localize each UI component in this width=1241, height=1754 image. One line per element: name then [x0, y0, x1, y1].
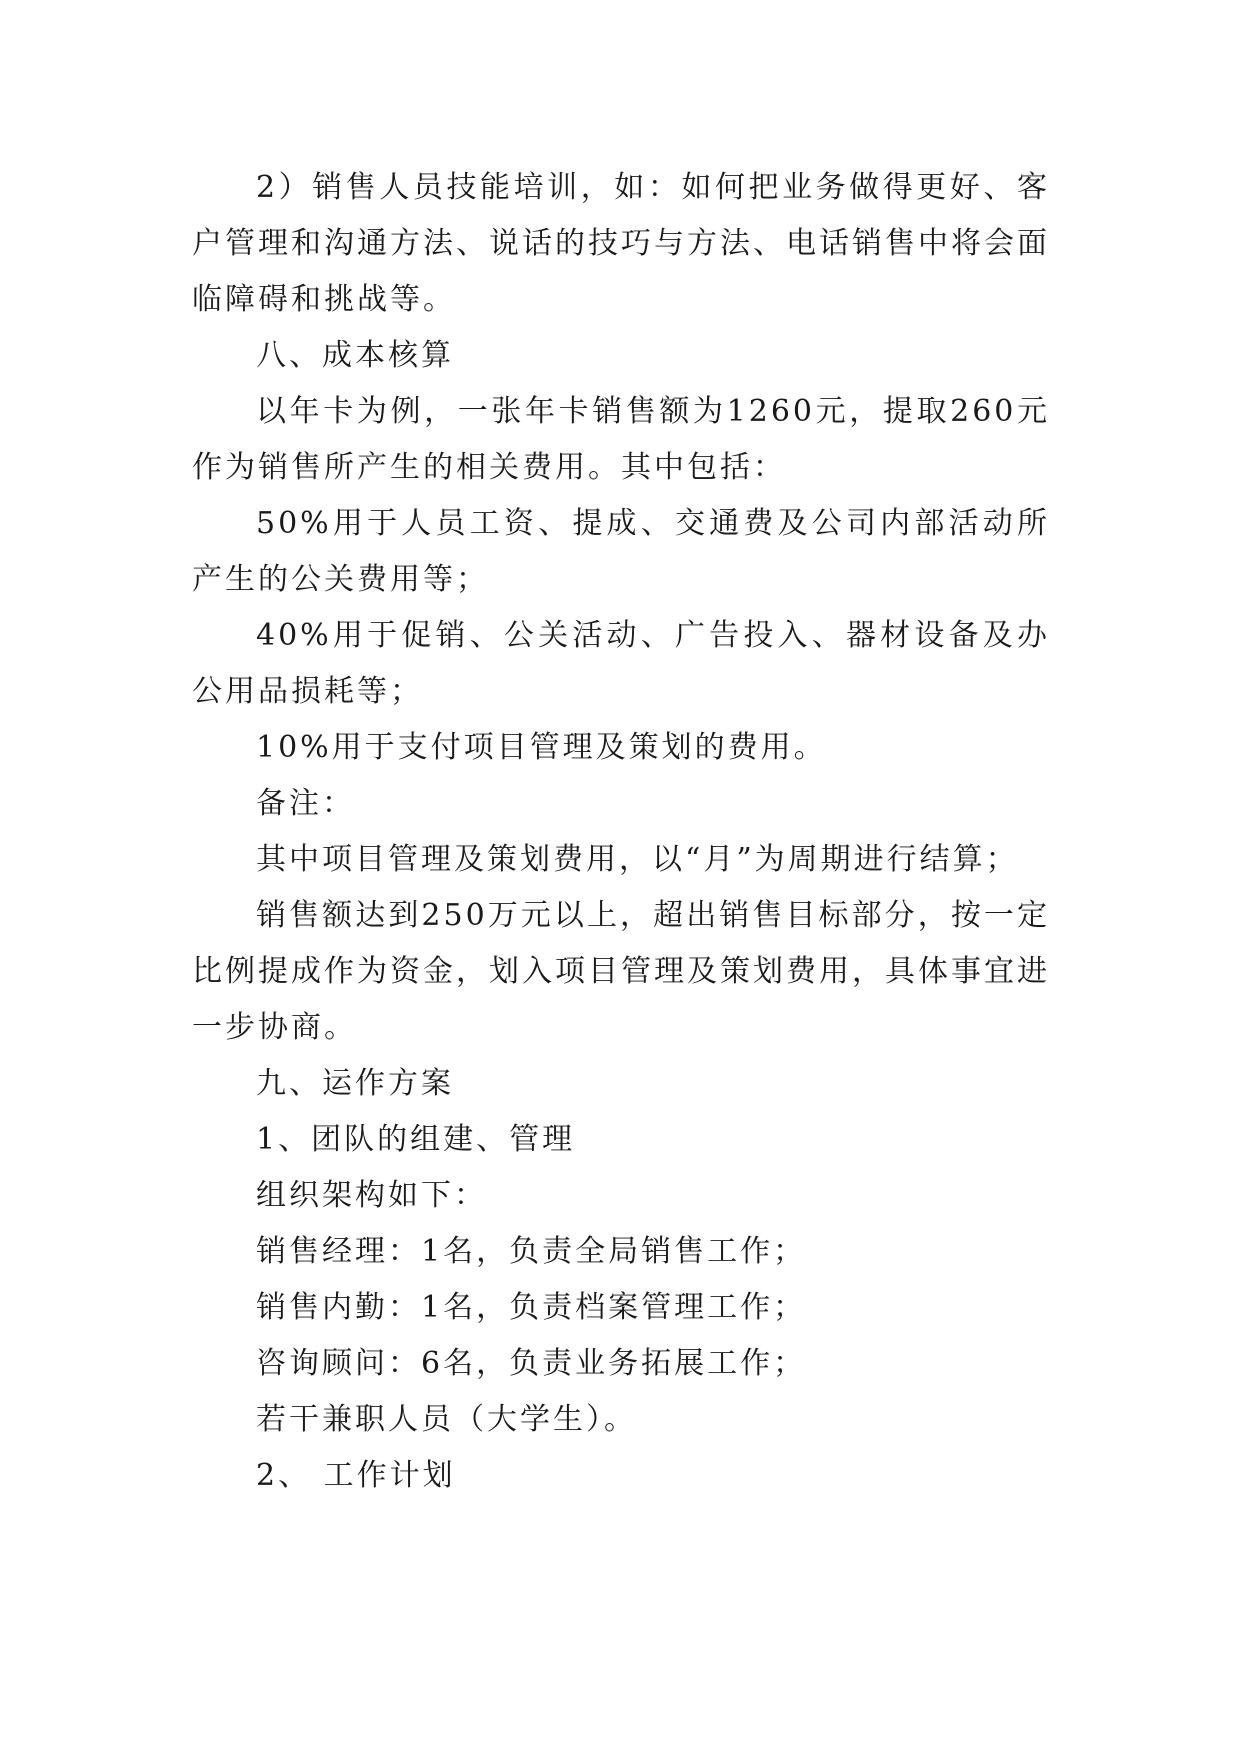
list-item-sales-assistant: 销售内勤：1名，负责档案管理工作；: [256, 1290, 807, 1325]
paragraph-annual-card-example: 以年卡为例，一张年卡销售额为1260元，提取260元作为销售所产生的相关费用。其中包括：: [192, 394, 1050, 485]
paragraph-org-structure-intro: 组织架构如下：: [256, 1178, 487, 1213]
paragraph-cost-40-percent: 40%用于促销、公关活动、广告投入、器材设备及办公用品损耗等；: [192, 618, 1050, 709]
subheading-work-plan: 2、 工作计划: [256, 1458, 456, 1493]
list-item-part-time-staff: 若干兼职人员（大学生）。: [256, 1402, 637, 1437]
paragraph-cost-10-percent: 10%用于支付项目管理及策划的费用。: [256, 730, 827, 765]
paragraph-cost-50-percent: 50%用于人员工资、提成、交通费及公司内部活动所产生的公关费用等；: [192, 506, 1050, 597]
list-item-sales-manager: 销售经理：1名，负责全局销售工作；: [256, 1234, 807, 1269]
paragraph-sales-skill-training: 2）销售人员技能培训，如：如何把业务做得更好、客户管理和沟通方法、说话的技巧与方法、电话销售中将会面临障碍和挑战等。: [192, 170, 1050, 317]
list-item-consultants: 咨询顾问：6名，负责业务拓展工作；: [256, 1346, 807, 1381]
heading-cost-accounting: 八、成本核算: [256, 338, 454, 373]
subheading-team-building: 1、团队的组建、管理: [256, 1122, 576, 1157]
paragraph-monthly-settlement: 其中项目管理及策划费用，以“月”为周期进行结算；: [256, 842, 1019, 877]
label-remarks: 备注：: [256, 786, 355, 821]
document-body: [192, 160, 1050, 1504]
heading-operation-plan: 九、运作方案: [256, 1066, 454, 1101]
paragraph-sales-target-bonus: 销售额达到250万元以上，超出销售目标部分，按一定比例提成作为资金，划入项目管理及策划费用，具体事宜进一步协商。: [192, 898, 1050, 1045]
